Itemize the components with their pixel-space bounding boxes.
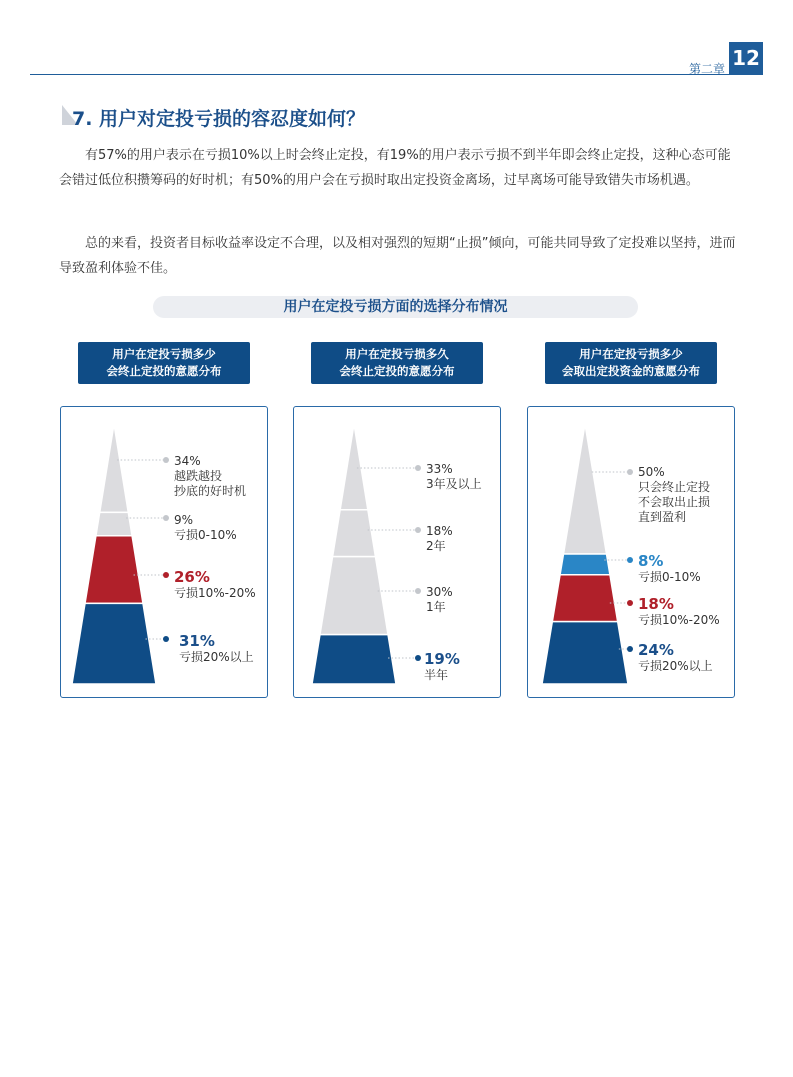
- p2-seg-4-text-1: 半年: [424, 668, 449, 682]
- pyramid-3-dot-4: [627, 646, 633, 652]
- panel-2-title: [311, 342, 483, 384]
- pyramid-panel-3: [527, 406, 735, 698]
- p1-seg-1-value: 34%: [174, 454, 201, 468]
- p3-seg-3-value: 18%: [638, 595, 674, 613]
- chart-title: 用户在定投亏损方面的选择分布情况: [153, 296, 638, 318]
- p3-seg-1-label: [638, 465, 710, 525]
- p1-seg-4-value: 31%: [179, 632, 215, 650]
- p2-seg-1-value: 33%: [426, 462, 453, 476]
- page-number: 12: [729, 42, 763, 75]
- panel-1-title: [78, 342, 250, 384]
- p2-seg-3-text-1: 1年: [426, 600, 446, 614]
- p3-seg-3-label: [638, 595, 720, 628]
- p3-seg-2-value: 8%: [638, 552, 664, 570]
- pyramid-chart-2: [294, 407, 502, 699]
- pyramid-3-segment-1: [564, 424, 607, 554]
- panel-2-title-line-1: 用户在定投亏损多久: [345, 347, 449, 361]
- p1-seg-2-value: 9%: [174, 513, 194, 527]
- p2-seg-3-label: [426, 585, 453, 615]
- header-rule: [30, 74, 763, 75]
- pyramid-2-dot-1: [415, 465, 421, 471]
- pyramid-1-segment-4: [72, 603, 156, 684]
- pyramid-1-dot-1: [163, 457, 169, 463]
- p1-seg-4-label: [179, 632, 254, 665]
- paragraph-1: 有57%的用户表示在亏损10%以上时会终止定投，有19%的用户表示亏损不到半年即会终止定投，这种心态可能会错过低位积攒筹码的好时机；有50%的用户会在亏损时取出定投资金离场，过早离场可能导致错失市场机遇。: [59, 148, 731, 188]
- p1-seg-1-text-2: 抄底的好时机: [174, 484, 247, 498]
- p3-seg-3-text-1: 亏损10%-20%: [638, 613, 720, 627]
- p2-seg-4-value: 19%: [424, 650, 460, 668]
- p1-seg-2-label: [174, 513, 237, 543]
- p1-seg-1-text-1: 越跌越投: [174, 469, 223, 483]
- p3-seg-2-label: [638, 552, 701, 585]
- pyramid-2-dot-4: [415, 655, 421, 661]
- p2-seg-2-text-1: 2年: [426, 539, 446, 553]
- p3-seg-1-value: 50%: [638, 465, 665, 479]
- panel-2-title-line-2: 会终止定投的意愿分布: [339, 364, 455, 378]
- p1-seg-2-text-1: 亏损0-10%: [174, 528, 237, 542]
- chapter-label: 第二章: [688, 62, 725, 76]
- pyramid-1-dot-4: [163, 636, 169, 642]
- section-title: 7. 用户对定投亏损的容忍度如何？: [72, 108, 366, 130]
- pyramid-panel-2: [293, 406, 501, 698]
- panel-1-title-line-1: 用户在定投亏损多少: [112, 347, 216, 361]
- pyramid-1-segment-2: [96, 512, 132, 535]
- p2-seg-2-label: [426, 524, 453, 554]
- pyramid-2-segment-3: [320, 557, 388, 635]
- p1-seg-1-label: [174, 454, 246, 499]
- p2-seg-2-value: 18%: [426, 524, 453, 538]
- pyramid-1-segment-3: [85, 536, 143, 604]
- p3-seg-4-value: 24%: [638, 641, 674, 659]
- p1-seg-4-text-1: 亏损20%以上: [179, 650, 254, 664]
- p3-seg-4-label: [638, 641, 713, 674]
- p2-seg-1-label: [426, 462, 482, 492]
- panel-3-title: [545, 342, 717, 384]
- pyramid-3-dot-3: [627, 600, 633, 606]
- p3-seg-1-text-1: 只会终止定投: [638, 480, 711, 494]
- pyramid-3-segment-2: [560, 554, 610, 575]
- panel-1-title-line-2: 会终止定投的意愿分布: [106, 364, 222, 378]
- p2-seg-1-text-1: 3年及以上: [426, 477, 482, 491]
- pyramid-1-dot-2: [163, 515, 169, 521]
- p2-seg-4-label: [424, 650, 460, 683]
- pyramid-2-segment-1: [340, 424, 368, 510]
- pyramid-2-dot-3: [415, 588, 421, 594]
- p3-seg-1-text-2: 不会取出止损: [638, 495, 711, 509]
- pyramid-2-dot-2: [415, 527, 421, 533]
- paragraph-2: 总的来看，投资者目标收益率设定不合理，以及相对强烈的短期“止损”倾向，可能共同导致了定投难以坚持，进而导致盈利体验不佳。: [59, 236, 736, 276]
- p3-seg-4-text-1: 亏损20%以上: [638, 659, 713, 673]
- p3-seg-2-text-1: 亏损0-10%: [638, 570, 701, 584]
- panel-3-title-line-1: 用户在定投亏损多少: [579, 347, 683, 361]
- p3-seg-1-text-3: 直到盈利: [638, 510, 687, 524]
- pyramid-3-dot-2: [627, 557, 633, 563]
- pyramid-3-segment-4: [542, 622, 628, 684]
- p1-seg-3-value: 26%: [174, 568, 210, 586]
- pyramid-2-segment-2: [333, 510, 376, 557]
- pyramid-3-dot-1: [627, 469, 633, 475]
- p1-seg-3-text-1: 亏损10%-20%: [174, 586, 256, 600]
- pyramid-1-dot-3: [163, 572, 169, 578]
- panel-3-title-line-2: 会取出定投资金的意愿分布: [562, 364, 700, 378]
- p2-seg-3-value: 30%: [426, 585, 453, 599]
- pyramid-1-segment-1: [100, 424, 129, 512]
- p1-seg-3-label: [174, 568, 256, 601]
- pyramid-2-segment-4: [312, 635, 396, 684]
- pyramid-3-segment-3: [552, 575, 617, 622]
- pyramid-panel-1: [60, 406, 268, 698]
